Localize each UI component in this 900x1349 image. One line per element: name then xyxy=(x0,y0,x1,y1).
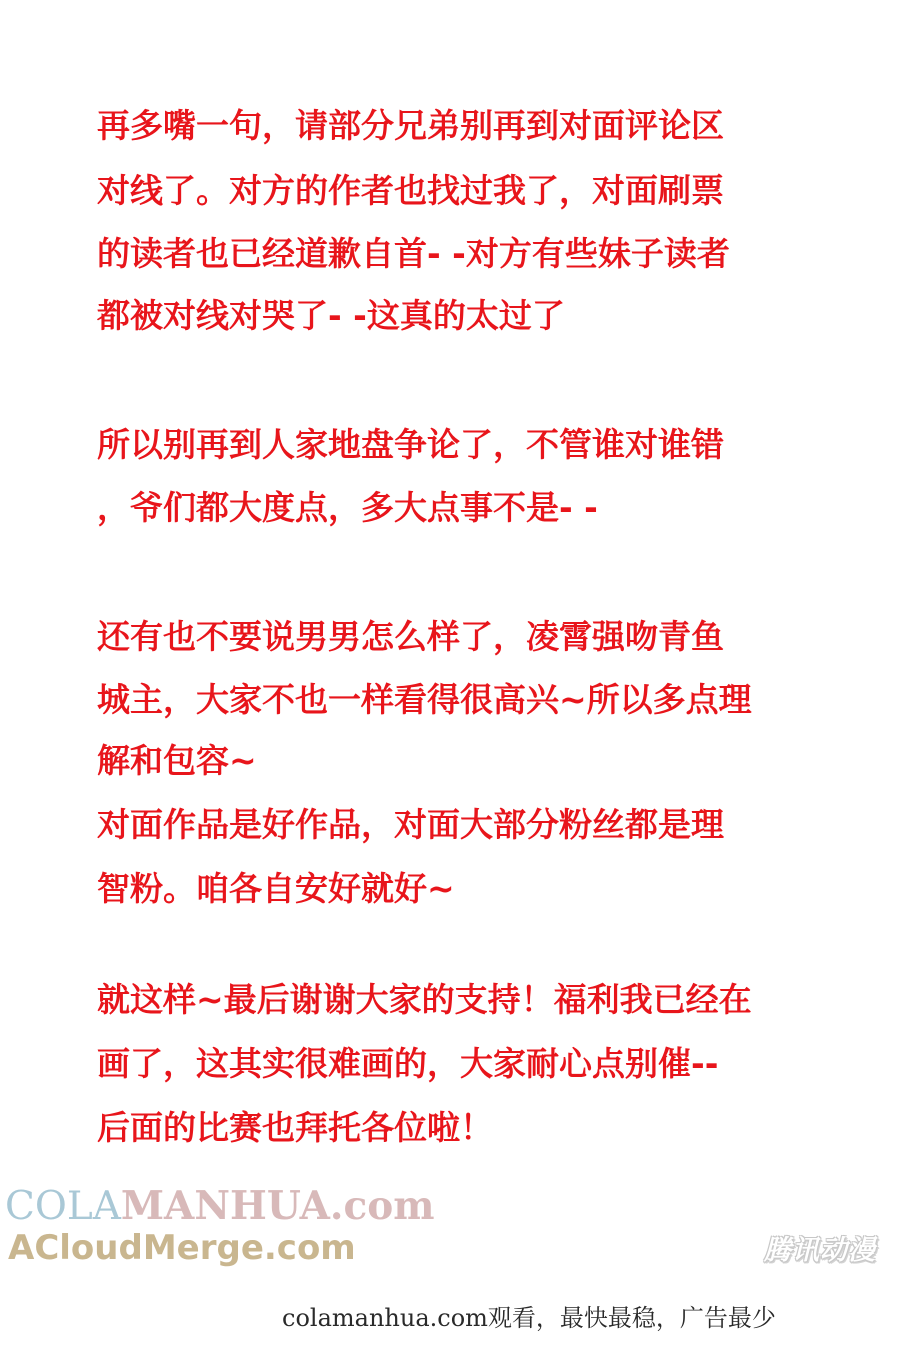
watermark-acloudmerge: ACloudMerge.com xyxy=(8,1228,356,1268)
message-line: 智粉。咱各自安好就好~ xyxy=(97,869,455,908)
tencent-comic-logo xyxy=(751,1229,889,1265)
message-line: 解和包容~ xyxy=(97,741,257,780)
message-line: 所以别再到人家地盘争论了，不管谁对谁错 xyxy=(97,425,724,464)
message-line: 的读者也已经道歉自首- -对方有些妹子读者 xyxy=(97,234,730,273)
watermark-colamanhua xyxy=(5,1184,435,1229)
message-line: 还有也不要说男男怎么样了，凌霄强吻青鱼 xyxy=(97,617,724,656)
watermark-manhua-text: MANHUA.com xyxy=(120,1183,435,1229)
message-line: 再多嘴一句，请部分兄弟别再到对面评论区 xyxy=(97,106,724,145)
message-line: 后面的比赛也拜托各位啦！ xyxy=(97,1108,493,1147)
watermark-cola-text: COLA xyxy=(5,1184,121,1229)
message-line: 对线了。对方的作者也找过我了，对面刷票 xyxy=(97,171,724,210)
message-line: 画了，这其实很难画的，大家耐心点别催-- xyxy=(97,1044,719,1083)
message-line: 对面作品是好作品，对面大部分粉丝都是理 xyxy=(97,805,724,844)
message-line: ，爷们都大度点，多大点事不是- - xyxy=(97,488,598,527)
footer-caption: colamanhua.com观看，最快最稳，广告最少 xyxy=(282,1304,776,1332)
message-line: 就这样~最后谢谢大家的支持！福利我已经在 xyxy=(97,980,752,1019)
message-line: 都被对线对哭了- -这真的太过了 xyxy=(97,296,565,335)
message-line: 城主，大家不也一样看得很高兴~所以多点理 xyxy=(97,680,752,719)
logo-text: 腾讯动漫 xyxy=(764,1234,876,1266)
